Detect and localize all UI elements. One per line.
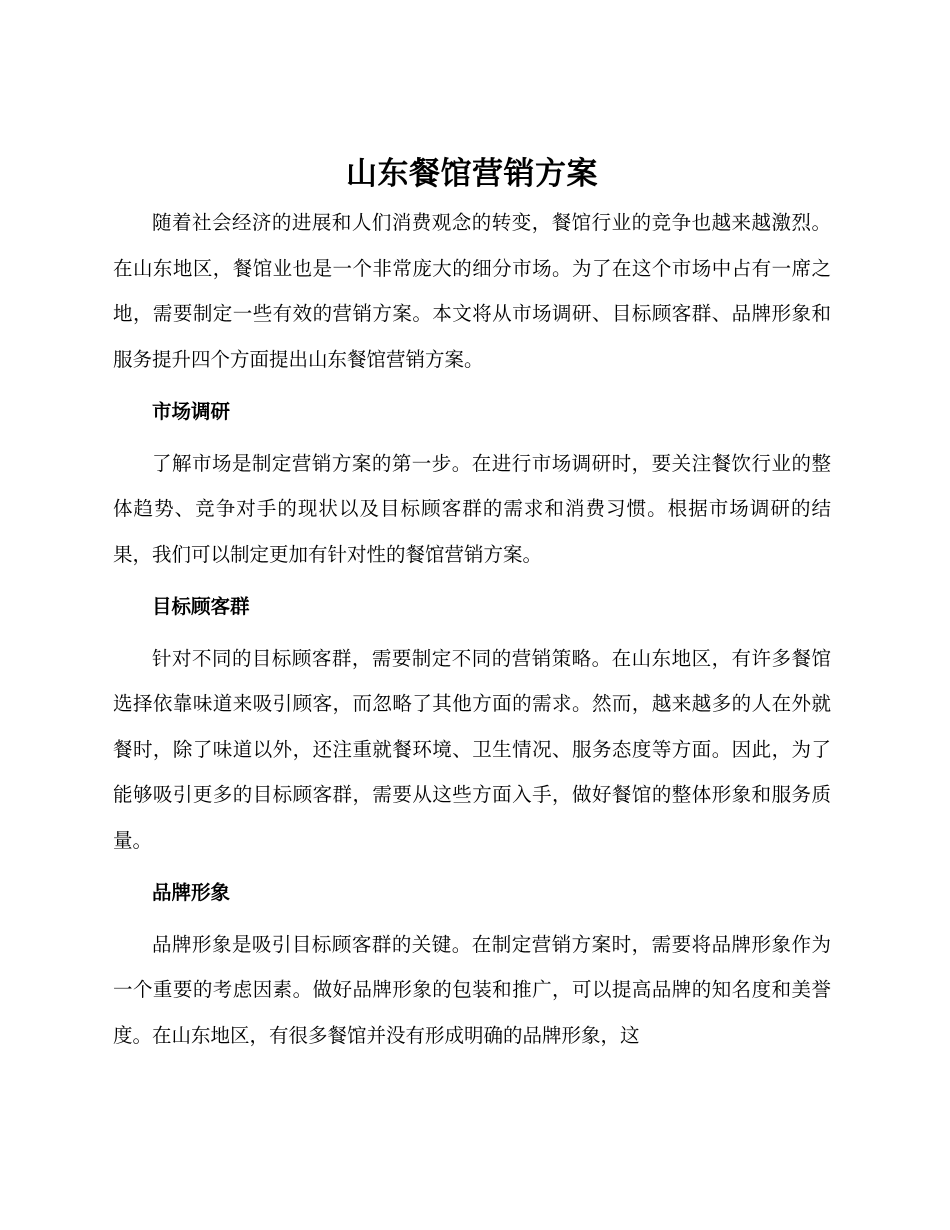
section-body-brand-image: 品牌形象是吸引目标顾客群的关键。在制定营销方案时，需要将品牌形象作为一个重要的考虑因素。做好品牌形象的包装和推广，可以提高品牌的知名度和美誉度。在山东地区，有很多餐馆并没有形成明确的品牌形象，这 (113, 932, 831, 1047)
section-body-market-research: 了解市场是制定营销方案的第一步。在进行市场调研时，要关注餐饮行业的整体趋势、竞争对手的现状以及目标顾客群的需求和消费习惯。根据市场调研的结果，我们可以制定更加有针对性的餐馆营销方案。 (113, 451, 831, 566)
intro-paragraph: 随着社会经济的进展和人们消费观念的转变，餐馆行业的竞争也越来越激烈。在山东地区，餐馆业也是一个非常庞大的细分市场。为了在这个市场中占有一席之地，需要制定一些有效的营销方案。本文将从市场调研、目标顾客群、品牌形象和服务提升四个方面提出山东餐馆营销方案。 (113, 211, 831, 371)
document-title: 山东餐馆营销方案 (346, 156, 598, 192)
section-heading-market-research: 市场调研 (152, 400, 231, 423)
section-heading-brand-image: 品牌形象 (152, 881, 231, 904)
document-page (113, 148, 831, 1058)
section-heading-target-customers: 目标顾客群 (152, 595, 250, 618)
section-body-target-customers: 针对不同的目标顾客群，需要制定不同的营销策略。在山东地区，有许多餐馆选择依靠味道来吸引顾客，而忽略了其他方面的需求。然而，越来越多的人在外就餐时，除了味道以外，还注重就餐环境、卫生情况、服务态度等方面。因此，为了能够吸引更多的目标顾客群，需要从这些方面入手，做好餐馆的整体形象和服务质量。 (113, 646, 831, 852)
